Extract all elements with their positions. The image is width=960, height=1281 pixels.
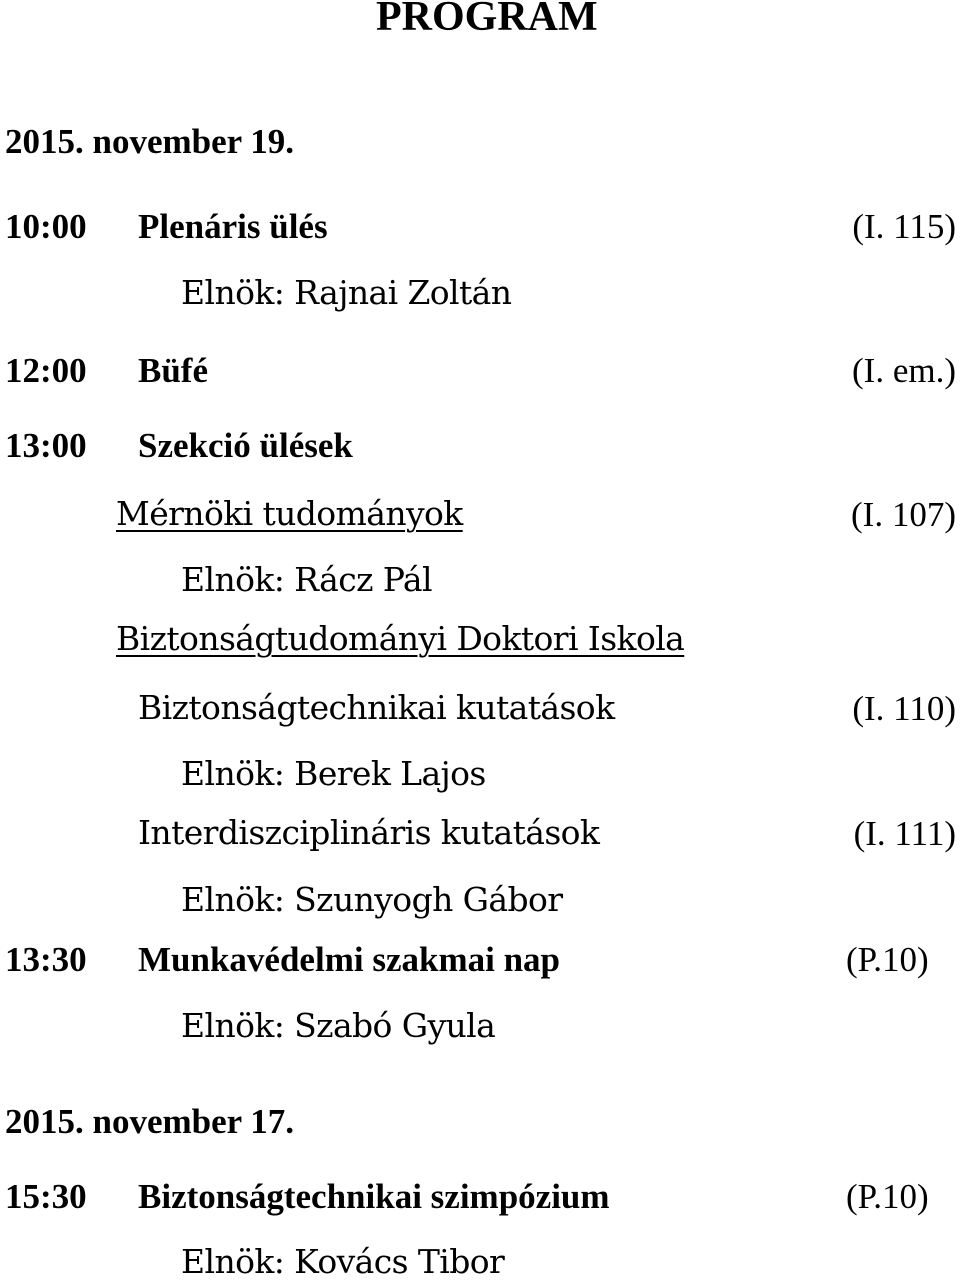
session-time: 15:30: [5, 1177, 87, 1216]
session-time: 13:30: [5, 940, 87, 979]
subsection-title: Interdiszciplináris kutatások: [138, 813, 600, 852]
section-title: Mérnöki tudományok: [116, 494, 463, 533]
subsection-title: Biztonságtechnikai kutatások: [138, 688, 615, 727]
session-chair: Elnök: Rajnai Zoltán: [181, 273, 512, 312]
session-time: 13:00: [5, 426, 87, 465]
page-title: PROGRAM: [376, 0, 598, 40]
session-room: (I. 115): [852, 207, 956, 246]
session-room: (P.10): [846, 1177, 929, 1216]
subsection-chair: Elnök: Berek Lajos: [181, 754, 486, 793]
subsection-chair: Elnök: Szunyogh Gábor: [181, 880, 563, 919]
session-title: Munkavédelmi szakmai nap: [138, 940, 560, 979]
session-time: 12:00: [5, 351, 87, 390]
session-chair: Elnök: Szabó Gyula: [181, 1006, 496, 1045]
day-date: 2015. november 17.: [5, 1102, 295, 1141]
day-date: 2015. november 19.: [5, 122, 295, 161]
session-chair: Elnök: Kovács Tibor: [181, 1242, 505, 1281]
session-title: Szekció ülések: [138, 426, 353, 465]
session-room: (I. em.): [852, 351, 956, 390]
subsection-room: (I. 110): [852, 689, 956, 728]
session-title: Plenáris ülés: [138, 207, 328, 246]
section-chair: Elnök: Rácz Pál: [181, 560, 432, 599]
session-room: (P.10): [846, 940, 929, 979]
session-title: Biztonságtechnikai szimpózium: [138, 1177, 610, 1216]
section-title: Biztonságtudományi Doktori Iskola: [116, 619, 685, 658]
session-time: 10:00: [5, 207, 87, 246]
session-title: Büfé: [138, 351, 208, 390]
subsection-room: (I. 111): [853, 814, 956, 853]
section-room: (I. 107): [851, 495, 956, 534]
